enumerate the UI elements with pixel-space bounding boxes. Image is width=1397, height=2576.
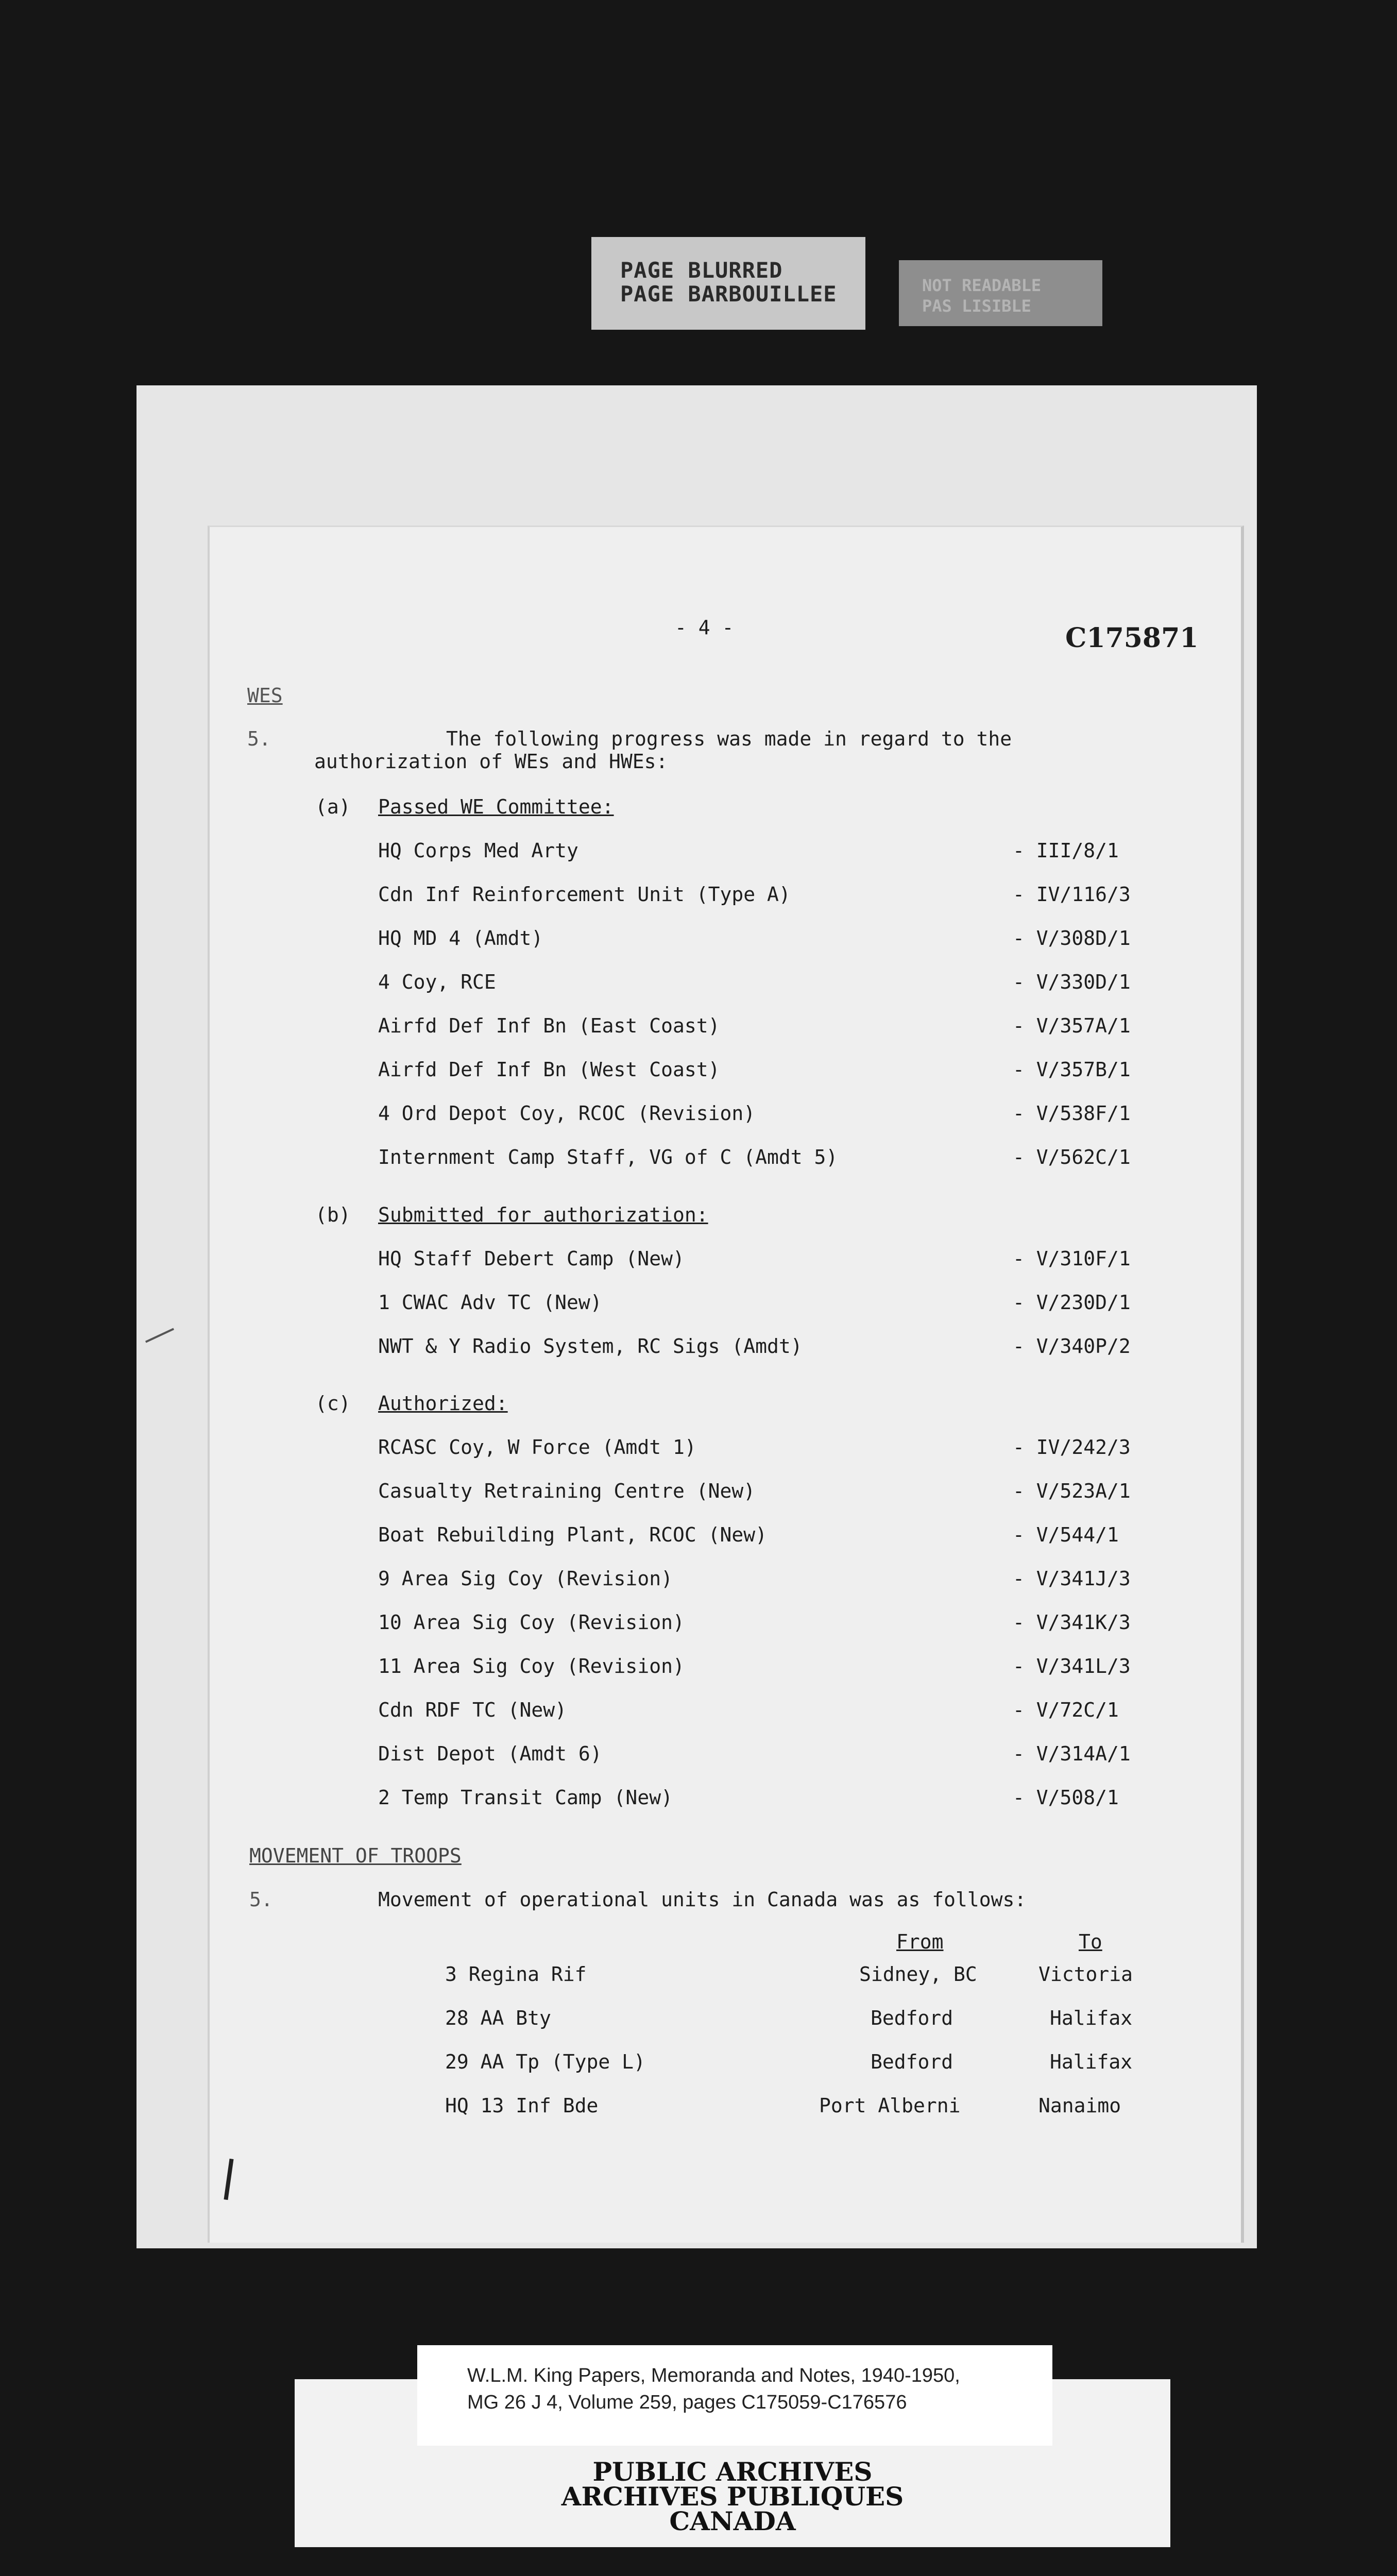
unit-name: Airfd Def Inf Bn (East Coast) bbox=[378, 1014, 720, 1037]
we-reference: - V/308D/1 bbox=[1013, 927, 1131, 950]
we-reference: - V/341L/3 bbox=[1013, 1655, 1131, 1677]
movement-to: Victoria bbox=[1038, 1963, 1133, 1986]
we-reference: - V/562C/1 bbox=[1013, 1146, 1131, 1168]
section-heading: MOVEMENT OF TROOPS bbox=[249, 1844, 462, 1867]
we-reference: - V/341J/3 bbox=[1013, 1567, 1131, 1590]
we-reference: - III/8/1 bbox=[1013, 839, 1119, 862]
we-reference: - IV/242/3 bbox=[1013, 1436, 1131, 1459]
intro-text: Movement of operational units in Canada was as follows: bbox=[378, 1888, 1027, 1911]
unit-name: Cdn RDF TC (New) bbox=[378, 1699, 567, 1721]
we-reference: - V/523A/1 bbox=[1013, 1480, 1131, 1502]
citation-label bbox=[417, 2345, 1052, 2446]
unit-name: Cdn Inf Reinforcement Unit (Type A) bbox=[378, 883, 791, 906]
unit-name: 11 Area Sig Coy (Revision) bbox=[378, 1655, 685, 1677]
document-number: C175871 bbox=[1065, 622, 1199, 654]
unit-name: Boat Rebuilding Plant, RCOC (New) bbox=[378, 1523, 767, 1546]
we-reference: - V/341K/3 bbox=[1013, 1611, 1131, 1634]
intro-text: authorization of WEs and HWEs: bbox=[314, 750, 668, 773]
movement-from: Sidney, BC bbox=[859, 1963, 977, 1986]
stamp-line: PAGE BARBOUILLEE bbox=[620, 281, 837, 307]
group-title: Passed WE Committee: bbox=[378, 795, 614, 818]
page-number: - 4 - bbox=[675, 616, 734, 639]
we-reference: - V/230D/1 bbox=[1013, 1291, 1131, 1314]
citation-line: W.L.M. King Papers, Memoranda and Notes, 1940-1950, bbox=[467, 2365, 960, 2386]
movement-unit: 29 AA Tp (Type L) bbox=[445, 2050, 645, 2073]
unit-name: Internment Camp Staff, VG of C (Amdt 5) bbox=[378, 1146, 838, 1168]
we-reference: - V/72C/1 bbox=[1013, 1699, 1119, 1721]
movement-from: Port Alberni bbox=[819, 2094, 961, 2117]
we-reference: - V/314A/1 bbox=[1013, 1742, 1131, 1765]
stamp-line: PAS LISIBLE bbox=[922, 296, 1031, 316]
we-reference: - V/508/1 bbox=[1013, 1786, 1119, 1809]
group-letter: (c) bbox=[315, 1392, 351, 1415]
movement-unit: 3 Regina Rif bbox=[445, 1963, 587, 1986]
we-reference: - V/538F/1 bbox=[1013, 1102, 1131, 1125]
archives-line: PUBLIC ARCHIVES bbox=[592, 2456, 873, 2487]
movement-to: Halifax bbox=[1050, 2050, 1133, 2073]
unit-name: 1 CWAC Adv TC (New) bbox=[378, 1291, 602, 1314]
citation-line: MG 26 J 4, Volume 259, pages C175059-C176576 bbox=[467, 2392, 907, 2413]
archives-line: CANADA bbox=[669, 2506, 796, 2536]
page-blurred-stamp bbox=[591, 237, 865, 330]
we-reference: - V/310F/1 bbox=[1013, 1247, 1131, 1270]
unit-name: 10 Area Sig Coy (Revision) bbox=[378, 1611, 685, 1634]
we-reference: - V/544/1 bbox=[1013, 1523, 1119, 1546]
intro-text: The following progress was made in regard to the bbox=[446, 727, 1012, 750]
not-readable-stamp bbox=[899, 260, 1102, 326]
we-reference: - IV/116/3 bbox=[1013, 883, 1131, 906]
movement-to: Nanaimo bbox=[1038, 2094, 1121, 2117]
unit-name: HQ MD 4 (Amdt) bbox=[378, 927, 543, 950]
movement-from: Bedford bbox=[871, 2007, 953, 2029]
we-reference: - V/357A/1 bbox=[1013, 1014, 1131, 1037]
group-title: Authorized: bbox=[378, 1392, 508, 1415]
unit-name: 4 Ord Depot Coy, RCOC (Revision) bbox=[378, 1102, 756, 1125]
section-heading: WES bbox=[247, 684, 283, 707]
column-header-from: From bbox=[896, 1930, 944, 1953]
we-reference: - V/330D/1 bbox=[1013, 971, 1131, 993]
unit-name: 9 Area Sig Coy (Revision) bbox=[378, 1567, 673, 1590]
we-reference: - V/340P/2 bbox=[1013, 1335, 1131, 1358]
unit-name: Dist Depot (Amdt 6) bbox=[378, 1742, 602, 1765]
stamp-line: NOT READABLE bbox=[922, 276, 1042, 295]
unit-name: Airfd Def Inf Bn (West Coast) bbox=[378, 1058, 720, 1081]
unit-name: NWT & Y Radio System, RC Sigs (Amdt) bbox=[378, 1335, 803, 1358]
movement-unit: HQ 13 Inf Bde bbox=[445, 2094, 599, 2117]
we-reference: - V/357B/1 bbox=[1013, 1058, 1131, 1081]
group-letter: (a) bbox=[315, 795, 351, 818]
paragraph-number: 5. bbox=[247, 727, 271, 750]
unit-name: Casualty Retraining Centre (New) bbox=[378, 1480, 756, 1502]
movement-from: Bedford bbox=[871, 2050, 953, 2073]
group-letter: (b) bbox=[315, 1204, 351, 1226]
unit-name: HQ Corps Med Arty bbox=[378, 839, 578, 862]
movement-to: Halifax bbox=[1050, 2007, 1133, 2029]
unit-name: 4 Coy, RCE bbox=[378, 971, 496, 993]
archives-line: ARCHIVES PUBLIQUES bbox=[561, 2481, 904, 2512]
unit-name: HQ Staff Debert Camp (New) bbox=[378, 1247, 685, 1270]
movement-unit: 28 AA Bty bbox=[445, 2007, 551, 2029]
stamp-line: PAGE BLURRED bbox=[620, 258, 783, 283]
unit-name: RCASC Coy, W Force (Amdt 1) bbox=[378, 1436, 696, 1459]
unit-name: 2 Temp Transit Camp (New) bbox=[378, 1786, 673, 1809]
paragraph-number: 5. bbox=[249, 1888, 273, 1911]
group-title: Submitted for authorization: bbox=[378, 1204, 708, 1226]
column-header-to: To bbox=[1079, 1930, 1102, 1953]
